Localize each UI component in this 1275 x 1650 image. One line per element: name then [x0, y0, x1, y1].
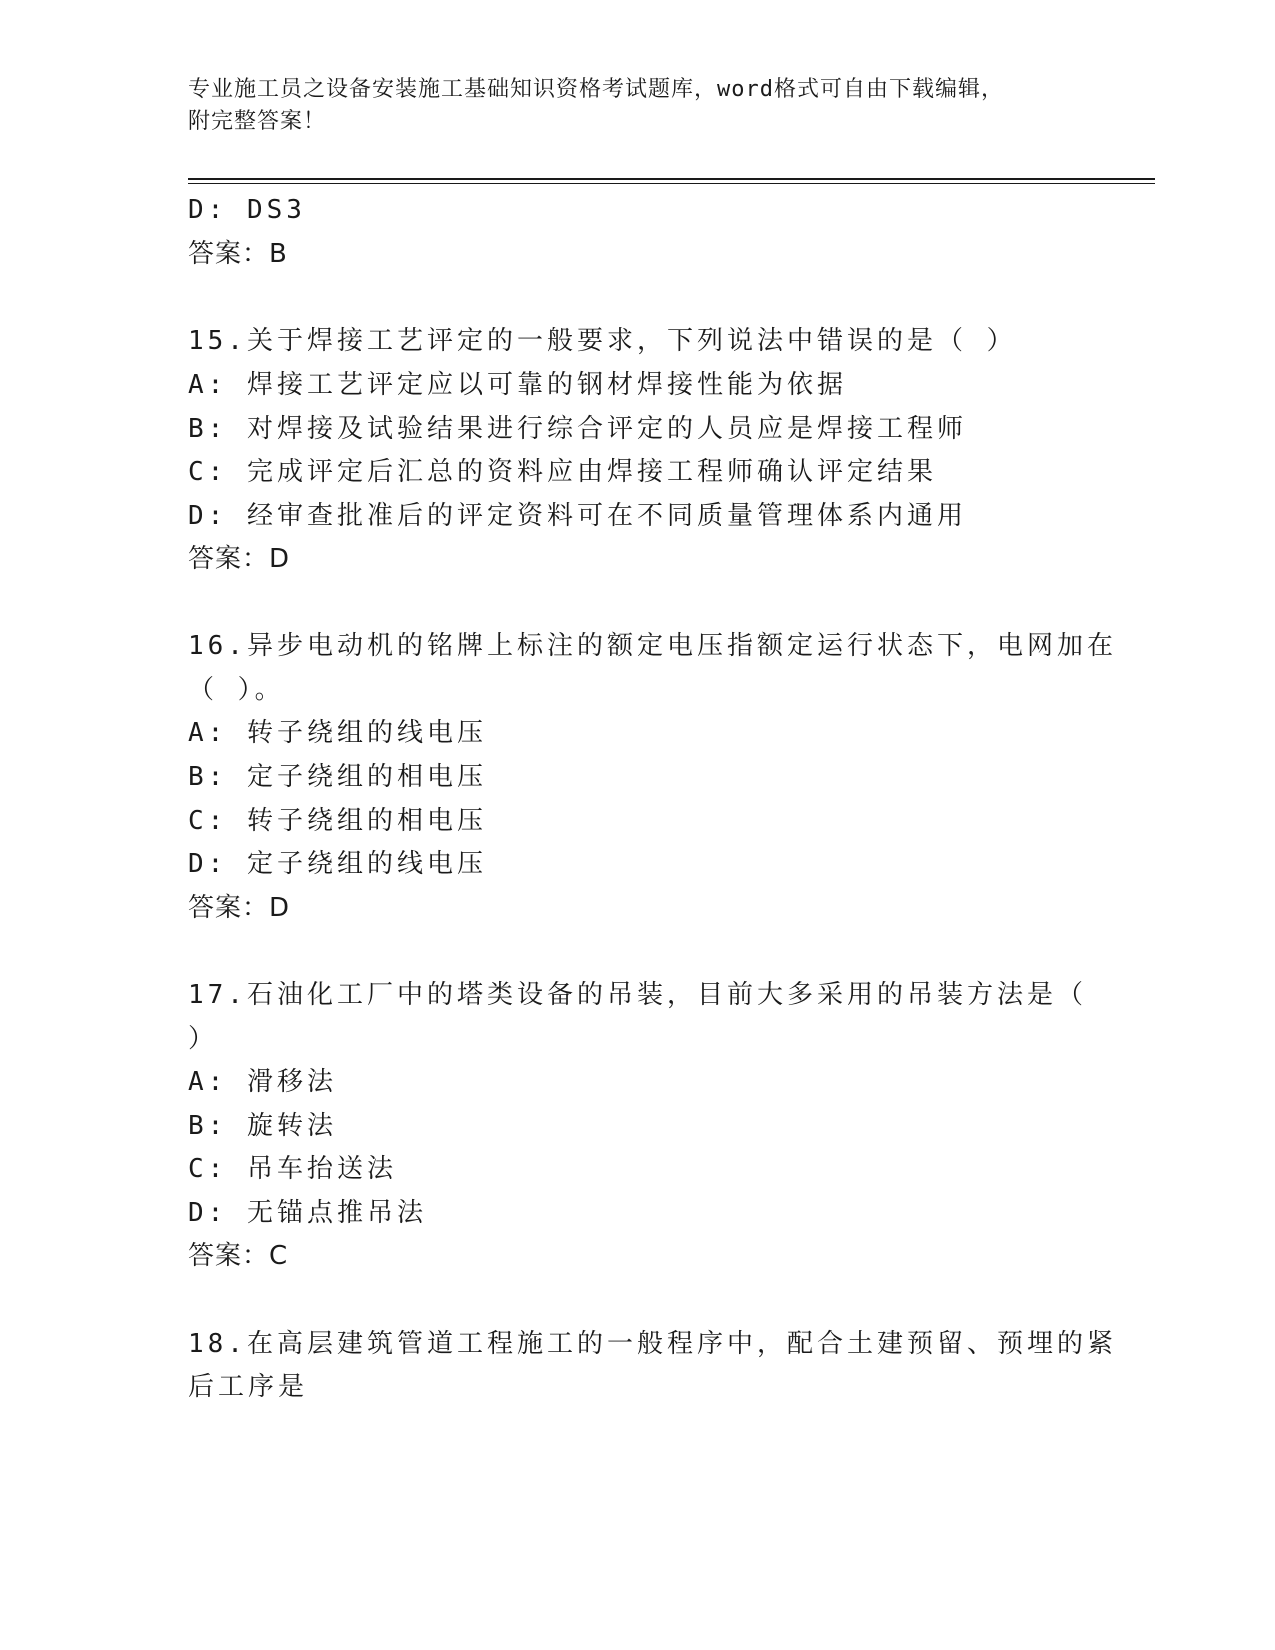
prev-answer: 答案：B	[188, 239, 288, 269]
document-header	[188, 74, 1068, 138]
q16-option-a: A: 转子绕组的线电压	[188, 718, 487, 748]
q16-stem-line-2: （ ）。	[188, 675, 285, 705]
q17-option-a: A: 滑移法	[188, 1067, 337, 1097]
header-divider-thin	[188, 183, 1155, 184]
q17-option-b: B: 旋转法	[188, 1111, 337, 1141]
q17-option-c: C: 吊车抬送法	[188, 1154, 397, 1184]
q17-option-d: D: 无锚点推吊法	[188, 1198, 427, 1228]
q18-stem-line-1: 18.在高层建筑管道工程施工的一般程序中，配合土建预留、预埋的紧	[188, 1329, 1117, 1359]
q15-answer: 答案：D	[188, 544, 291, 574]
prev-option-d: D: DS3	[188, 195, 306, 225]
header-line-1: 专业施工员之设备安装施工基础知识资格考试题库，word格式可自由下载编辑，	[188, 77, 1004, 102]
q16-answer: 答案：D	[188, 893, 291, 923]
q17-stem-line-1: 17.石油化工厂中的塔类设备的吊装，目前大多采用的吊装方法是（	[188, 980, 1087, 1010]
q17-answer: 答案：C	[188, 1241, 289, 1271]
q15-option-a: A: 焊接工艺评定应以可靠的钢材焊接性能为依据	[188, 370, 847, 400]
q17-stem-line-2: ）	[188, 1024, 219, 1054]
q15-option-d: D: 经审查批准后的评定资料可在不同质量管理体系内通用	[188, 501, 967, 531]
q15-option-b: B: 对焊接及试验结果进行综合评定的人员应是焊接工程师	[188, 414, 967, 444]
header-divider	[188, 178, 1155, 180]
q16-option-b: B: 定子绕组的相电压	[188, 762, 487, 792]
q15-stem: 15.关于焊接工艺评定的一般要求，下列说法中错误的是（ ）	[188, 326, 1017, 356]
q15-option-c: C: 完成评定后汇总的资料应由焊接工程师确认评定结果	[188, 457, 937, 487]
q16-option-c: C: 转子绕组的相电压	[188, 806, 487, 836]
header-line-2: 附完整答案！	[188, 109, 327, 134]
q16-option-d: D: 定子绕组的线电压	[188, 849, 487, 879]
q18-stem-line-2: 后工序是	[188, 1372, 309, 1402]
q16-stem-line-1: 16.异步电动机的铭牌上标注的额定电压指额定运行状态下，电网加在	[188, 631, 1117, 661]
